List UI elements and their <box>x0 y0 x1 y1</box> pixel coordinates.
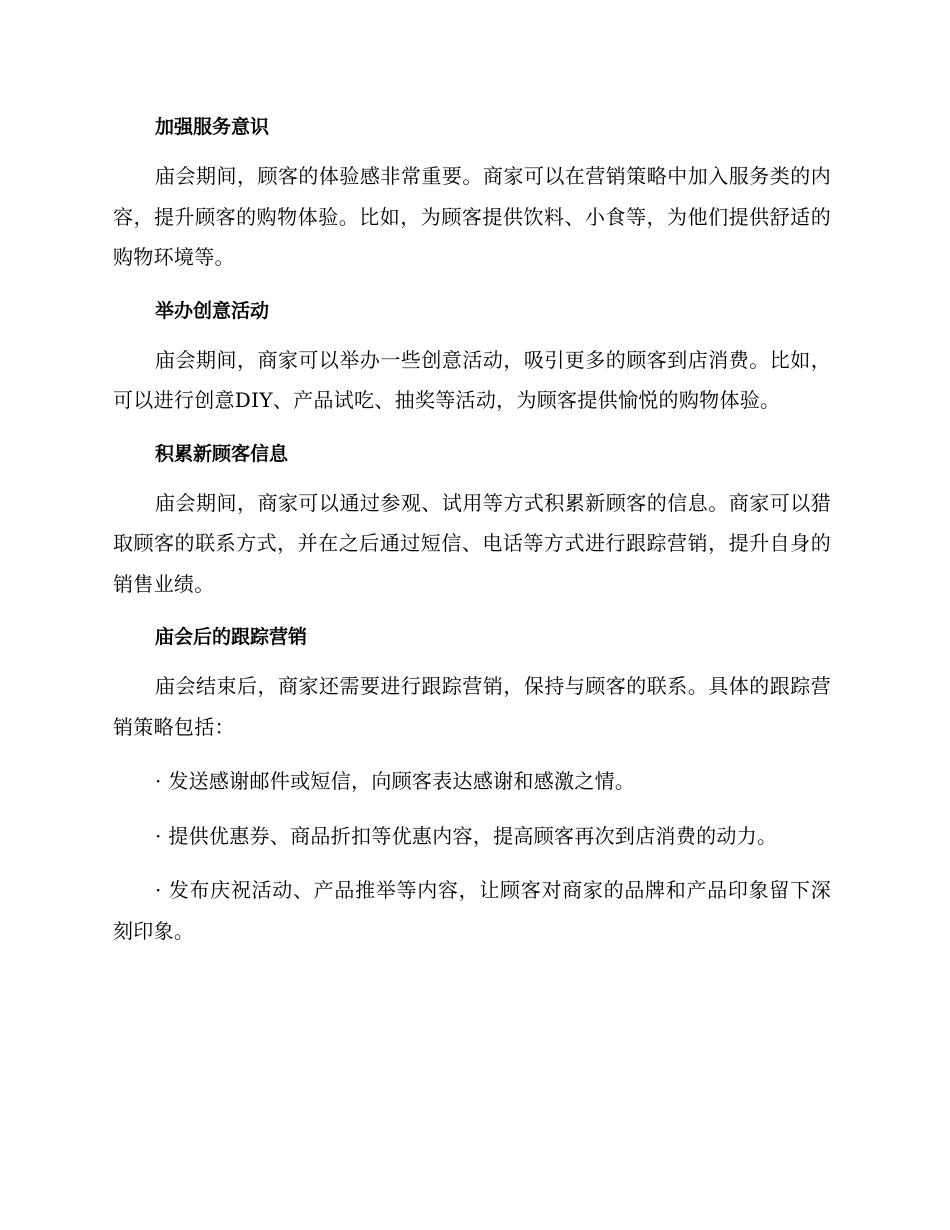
section-paragraph-activities: 庙会期间，商家可以举办一些创意活动，吸引更多的顾客到店消费。比如，可以进行创意DIY、产品试吃、抽奖等活动，为顾客提供愉悦的购物体验。 <box>113 347 831 412</box>
section-heading-follow-up: 庙会后的跟踪营销 <box>155 626 308 648</box>
section-heading-activities: 举办创意活动 <box>155 299 270 322</box>
section-paragraph-follow-up: 庙会结束后，商家还需要进行跟踪营销，保持与顾客的联系。具体的跟踪营销策略包括： <box>113 674 831 739</box>
section-heading-service: 加强服务意识 <box>155 116 270 138</box>
section-paragraph-customer-info: 庙会期间，商家可以通过参观、试用等方式积累新顾客的信息。商家可以猎取顾客的联系方式，并在之后通过短信、电话等方式进行跟踪营销，提升自身的销售业绩。 <box>113 490 831 596</box>
bullet-item-thanks: · 发送感谢邮件或短信，向顾客表达感谢和感激之情。 <box>155 769 636 793</box>
bullet-item-promotion: · 发布庆祝活动、产品推举等内容，让顾客对商家的品牌和产品印象留下深刻印象。 <box>113 878 831 943</box>
section-heading-customer-info: 积累新顾客信息 <box>155 442 289 465</box>
document-body <box>113 108 831 965</box>
bullet-item-coupons: · 提供优惠券、商品折扣等优惠内容，提高顾客再次到店消费的动力。 <box>155 823 778 848</box>
section-paragraph-service: 庙会期间，顾客的体验感非常重要。商家可以在营销策略中加入服务类的内容，提升顾客的购物体验。比如，为顾客提供饮料、小食等，为他们提供舒适的购物环境等。 <box>113 164 831 269</box>
